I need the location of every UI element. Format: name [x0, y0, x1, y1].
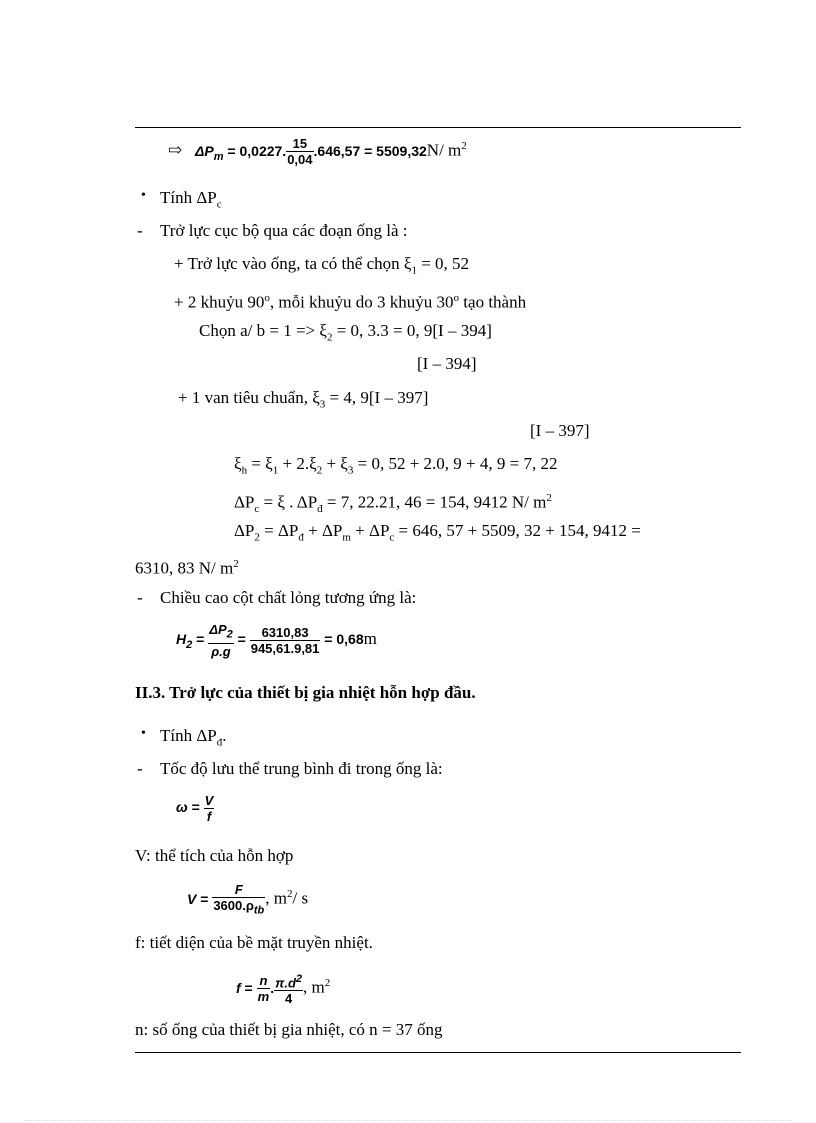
- definition-f: f: tiết diện của bề mặt truyền nhiệt.: [135, 933, 373, 952]
- fraction: $\frac{15}{0,04}$: [287, 136, 313, 168]
- fraction: $\frac{F}{3600.\rho_{tb}}$: [213, 881, 265, 917]
- equation-delta-pm: ⇨ $\Delta P_m = 0,0227$. $\frac{15}{0,04}$ .646,57 = 5509,32N/ $m^2$: [168, 136, 467, 168]
- page-edge-divider: [24, 1120, 792, 1121]
- equation-delta-pc: $\Delta P_c = \xi$ . $\Delta P_đ = 7$, 22.21, 46 = 154, 9412 N/ $m^2$: [234, 492, 552, 516]
- dash-text-local-resistance: Trở lực cục bộ qua các đoạn ống là :: [160, 221, 408, 240]
- arrow-icon: ⇨: [168, 140, 183, 160]
- equation-omega: ω = $\frac{V}{f}$: [176, 792, 214, 824]
- bullet-icon: •: [141, 726, 146, 741]
- dash-marker: -: [137, 759, 143, 778]
- equation-h2: $H_2$ = $\frac{\Delta P_2}{\rho.g}$ = $\frac{6310,83}{945,61.9,81}$ = 0,68m: [176, 622, 377, 659]
- dash-marker: -: [137, 588, 143, 607]
- item-entry-resistance: + Trở lực vào ống, ta có thể chọn $\xi_1 = 0$, 52: [174, 254, 470, 277]
- fraction: $\frac{6310,83}{945,61.9,81}$: [250, 624, 320, 656]
- definition-n: n: số ống của thiết bị gia nhiệt, có n = 37 ống: [135, 1020, 443, 1039]
- fraction: $\frac{\Delta P_2}{\rho.g}$: [209, 622, 233, 659]
- dash-text-average-velocity: Tốc độ lưu thể trung bình đi trong ống là:: [160, 759, 443, 778]
- reference-i-397: [I – 397]: [530, 421, 590, 440]
- equation-v: V = $\frac{F}{3600.\rho_{tb}}$ , $m^2/$ s: [187, 881, 309, 917]
- header-rule: [135, 127, 741, 128]
- fraction: $\frac{n}{m}$: [257, 973, 270, 1005]
- bullet-text-delta-pd: Tính $\Delta P_đ$.: [160, 726, 227, 749]
- item-elbows: + 2 khuỷu 90$^o$, mỗi khuỷu do 3 khuỷu 30$^o$ tạo thành: [174, 292, 527, 312]
- bullet-text-delta-pc: Tính $\Delta P_c$: [160, 188, 222, 211]
- dash-marker: -: [137, 221, 143, 240]
- equation-delta-p2: $\Delta P_2 = \Delta P_đ + \Delta P_m + \Delta P_c = 646$, 57 + 5509, 32 + 154, 9412 =: [234, 521, 641, 544]
- fraction: $\frac{V}{f}$: [204, 792, 214, 824]
- item-elbow-choice: Chọn a/ $b = 1 => \xi_2 = 0$, 3.3 = 0, 9[I – 394]: [199, 321, 492, 344]
- equation-xi-h: $\xi_h = \xi_1 + 2.\xi_2 + \xi_3 = 0$, 52 + 2.0, 9 + 4, 9 = 7, 22: [234, 454, 558, 477]
- bullet-icon: •: [141, 188, 146, 203]
- footer-rule: [135, 1052, 741, 1053]
- equation-delta-p2-continued: 6310, 83 N/ $m^2$: [135, 558, 239, 578]
- item-standard-valve: + 1 van tiêu chuẩn, $\xi_3 = 4$, 9[I – 397]: [178, 388, 429, 411]
- fraction: $\frac{\pi.d^2}{4}$: [275, 972, 303, 1007]
- equation-f: f = $\frac{n}{m}$ . $\frac{\pi.d^2}{4}$ , $m^2$: [236, 972, 331, 1007]
- dash-text-liquid-height: Chiều cao cột chất lỏng tương ứng là:: [160, 588, 417, 607]
- definition-v: V: thể tích của hỗn hợp: [135, 846, 294, 865]
- section-heading: II.3. Trở lực của thiết bị gia nhiệt hỗn hợp đầu.: [135, 683, 476, 702]
- reference-i-394: [I – 394]: [417, 354, 477, 373]
